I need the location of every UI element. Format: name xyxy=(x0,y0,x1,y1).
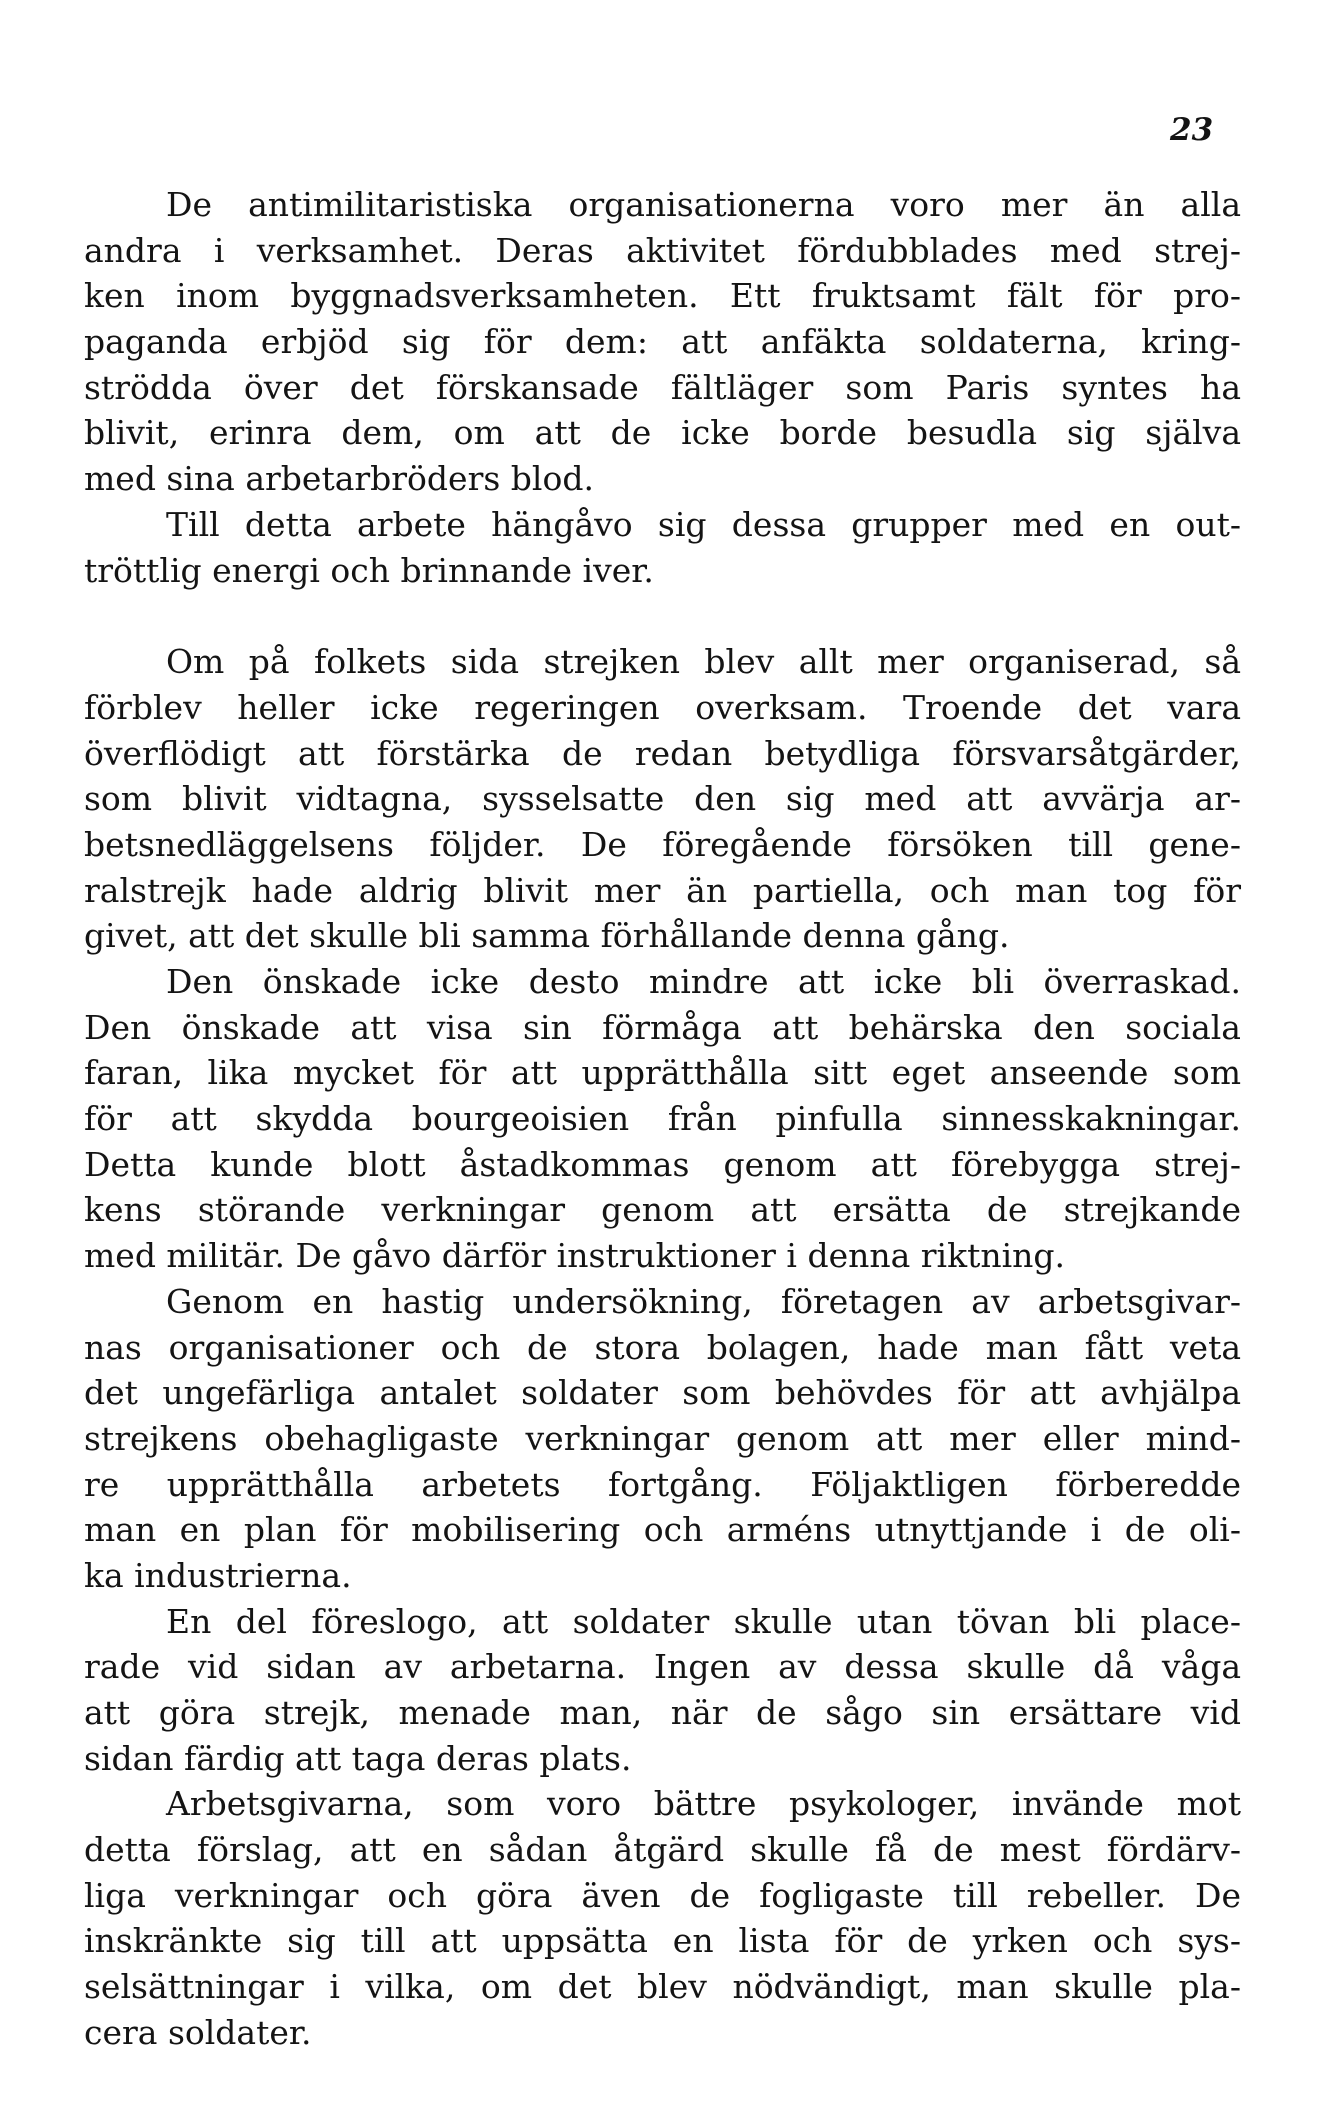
text-line: andra i verksamhet. Deras aktivitet fördubblades med strej- xyxy=(84,230,1241,270)
text-line: givet, att det skulle bli samma förhållande denna gång. xyxy=(84,916,1010,956)
text-line: cera soldater. xyxy=(84,2012,312,2052)
text-line: sidan färdig att taga deras plats. xyxy=(84,1738,632,1778)
text-line: selsättningar i vilka, om det blev nödvändigt, man skulle pla- xyxy=(84,1967,1241,2007)
page-number: 23 xyxy=(1170,112,1214,148)
text-line: Genom en hastig undersökning, företagen av arbetsgivar- xyxy=(166,1281,1241,1321)
body-text xyxy=(84,182,1241,2056)
text-line: tröttlig energi och brinnande iver. xyxy=(84,550,654,590)
text-line: förblev heller icke regeringen overksam. Troende det vara xyxy=(84,687,1241,727)
text-line: En del föreslogo, att soldater skulle utan tövan bli place- xyxy=(166,1601,1241,1641)
text-line: med militär. De gåvo därför instruktioner i denna riktning. xyxy=(84,1236,1066,1276)
text-line: re upprätthålla arbetets fortgång. Följaktligen förberedde xyxy=(84,1464,1241,1504)
text-line: betsnedläggelsens följder. De föregående försöken till gene- xyxy=(84,824,1241,864)
text-line: man en plan för mobilisering och arméns utnyttjande i de oli- xyxy=(84,1510,1241,1550)
text-line: överflödigt att förstärka de redan betydliga försvarsåtgärder, xyxy=(84,733,1241,773)
paragraph-2 xyxy=(84,502,1241,593)
text-line: Om på folkets sida strejken blev allt mer organiserad, så xyxy=(166,642,1241,682)
text-line: Arbetsgivarna, som voro bättre psykologer, invände mot xyxy=(166,1784,1241,1824)
text-line: ralstrejk hade aldrig blivit mer än partiella, och man tog för xyxy=(84,870,1241,910)
paragraph-5 xyxy=(84,1279,1241,1599)
text-line: Detta kunde blott åstadkommas genom att förebygga strej- xyxy=(84,1144,1241,1184)
text-line: strödda över det förskansade fältläger som Paris syntes ha xyxy=(84,367,1241,407)
text-line: Till detta arbete hängåvo sig dessa grupper med en out- xyxy=(166,504,1241,544)
text-line: kens störande verkningar genom att ersätta de strejkande xyxy=(84,1190,1241,1230)
text-line: som blivit vidtagna, sysselsatte den sig med att avvärja ar- xyxy=(84,779,1241,819)
text-line: faran, lika mycket för att upprätthålla sitt eget anseende som xyxy=(84,1053,1241,1093)
text-line: ken inom byggnadsverksamheten. Ett fruktsamt fält för pro- xyxy=(84,276,1241,316)
text-line: paganda erbjöd sig för dem: att anfäkta soldaterna, kring- xyxy=(84,322,1241,362)
paragraph-3 xyxy=(84,639,1241,959)
text-line: Den önskade icke desto mindre att icke bli överraskad. xyxy=(166,962,1241,1001)
text-line: De antimilitaristiska organisationerna voro mer än alla xyxy=(166,185,1241,224)
paragraph-1 xyxy=(84,182,1241,502)
text-line: nas organisationer och de stora bolagen, hade man fått veta xyxy=(84,1327,1241,1367)
text-line: strejkens obehagligaste verkningar genom att mer eller mind- xyxy=(84,1418,1241,1458)
text-line: Den önskade att visa sin förmåga att behärska den sociala xyxy=(84,1007,1241,1047)
text-line: ka industrierna. xyxy=(84,1555,352,1595)
text-line: för att skydda bourgeoisien från pinfulla sinnesskakningar. xyxy=(84,1099,1241,1139)
text-line: detta förslag, att en sådan åtgärd skulle få de mest fördärv- xyxy=(84,1830,1241,1870)
text-line: med sina arbetarbröders blod. xyxy=(84,459,594,499)
text-line: inskränkte sig till att uppsätta en lista för de yrken och sys- xyxy=(84,1921,1241,1961)
text-line: att göra strejk, menade man, när de sågo sin ersättare vid xyxy=(84,1693,1241,1732)
paragraph-7 xyxy=(84,1781,1241,2055)
text-line: blivit, erinra dem, om att de icke borde besudla sig själva xyxy=(84,413,1241,453)
text-line: liga verkningar och göra även de fogligaste till rebeller. De xyxy=(84,1875,1241,1915)
section-gap xyxy=(84,593,1241,639)
paragraph-6 xyxy=(84,1599,1241,1782)
paragraph-4 xyxy=(84,959,1241,1279)
text-line: rade vid sidan av arbetarna. Ingen av dessa skulle då våga xyxy=(84,1647,1241,1687)
text-line: det ungefärliga antalet soldater som behövdes för att avhjälpa xyxy=(84,1373,1241,1413)
